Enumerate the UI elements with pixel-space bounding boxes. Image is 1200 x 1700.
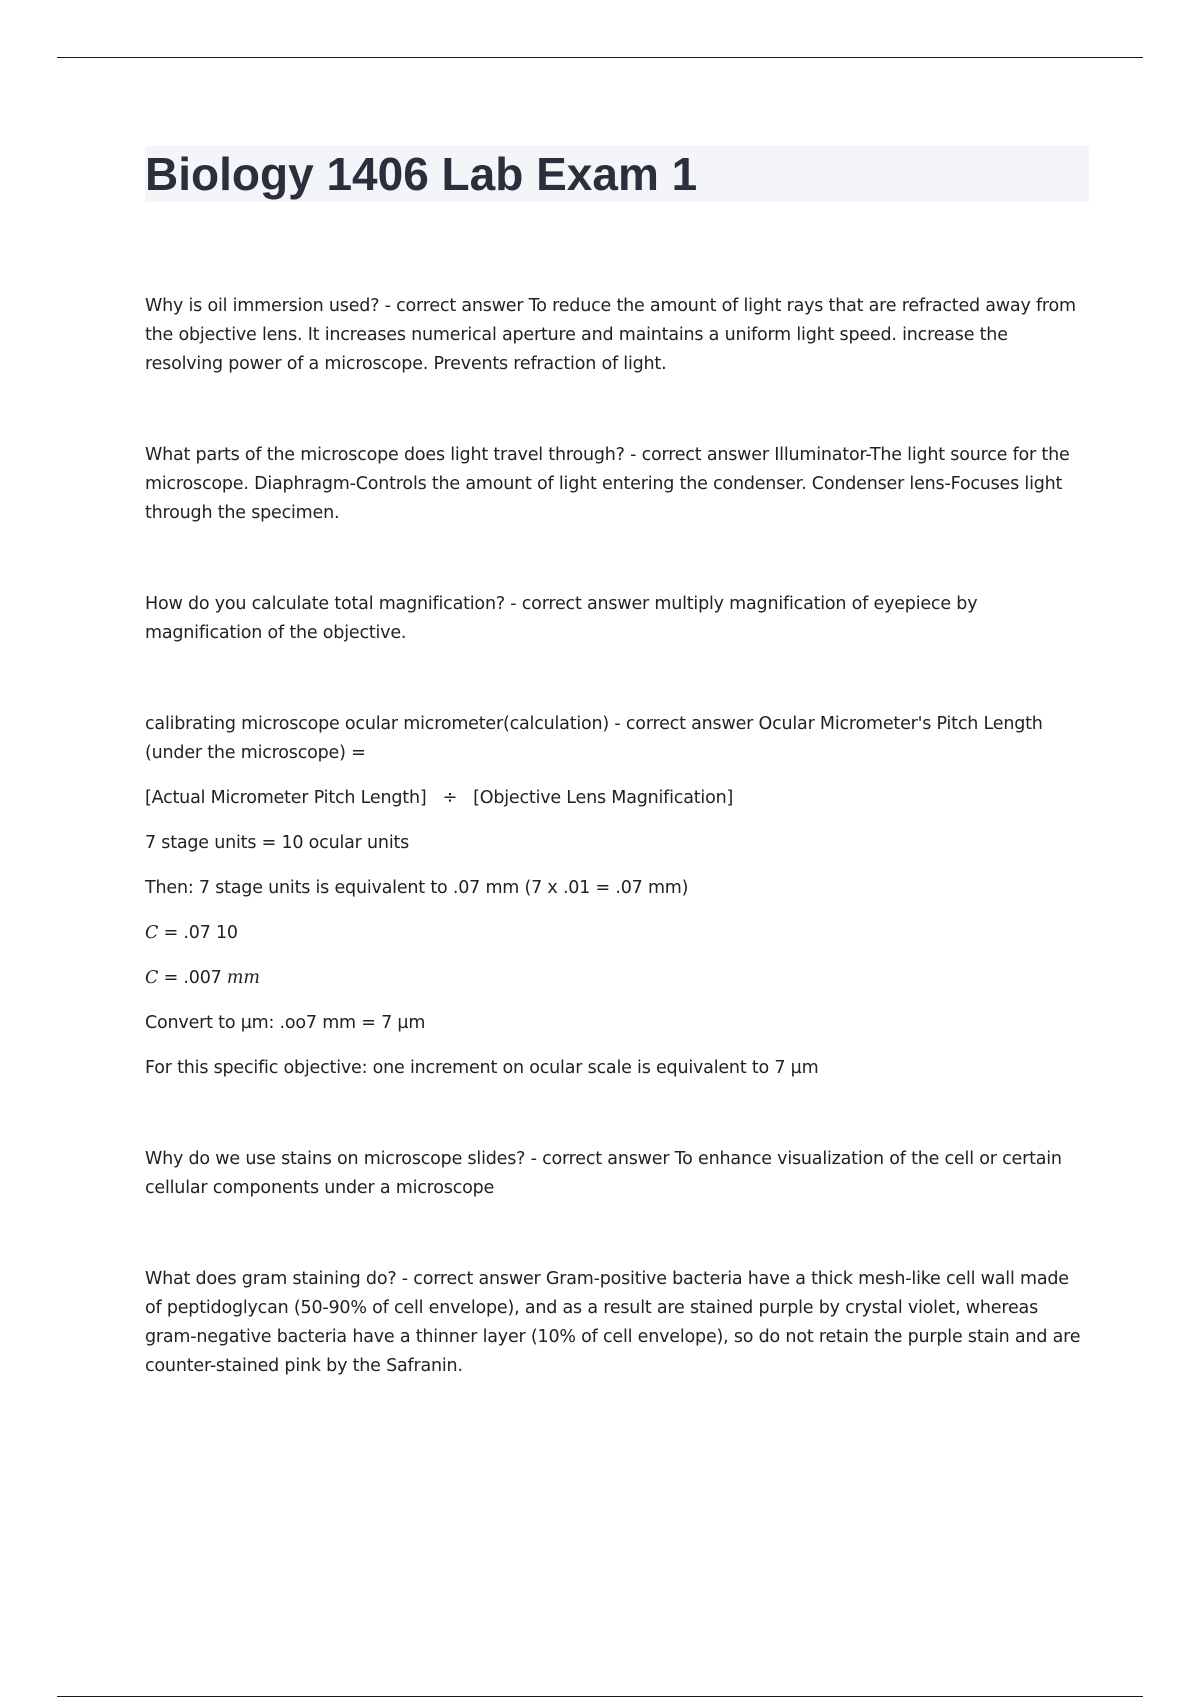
calibration-equation — [145, 964, 1090, 993]
qa-item-oil-immersion — [145, 292, 1090, 379]
calibration-line: Convert to µm: .oo7 mm = 7 µm — [145, 1013, 426, 1033]
qa-item-stains — [145, 1145, 1090, 1203]
calibration-line: Then: 7 stage units is equivalent to .07 mm (7 x .01 = .07 mm) — [145, 878, 689, 898]
calibration-line: For this specific objective: one increment on ocular scale is equivalent to 7 µm — [145, 1058, 819, 1078]
qa-text: Why is oil immersion used? - correct answer To reduce the amount of light rays that are refracted away from the objective lens. It increases numerical aperture and maintains a uniform light speed. increase the resolving power of a microscope. Prevents refraction of light. — [145, 296, 1076, 374]
calibration-line: 7 stage units = 10 ocular units — [145, 833, 410, 853]
math-variable: C — [145, 923, 159, 943]
equation-value: = .07 10 — [158, 923, 238, 943]
equation-value: = .007 — [158, 968, 227, 988]
qa-item-light-path — [145, 441, 1090, 528]
formula-right: [Objective Lens Magnification] — [473, 788, 734, 808]
formula-left: [Actual Micrometer Pitch Length] — [145, 788, 427, 808]
qa-text: Why do we use stains on microscope slides? - correct answer To enhance visualization of the cell or certain cellular components under a microscope — [145, 1149, 1062, 1198]
formula-divide-operator: ÷ — [442, 788, 458, 808]
qa-text: What does gram staining do? - correct answer Gram-positive bacteria have a thick mesh-like cell wall made of peptidoglycan (50-90% of cell envelope), and as a result are stained purple by crystal violet, whereas gram-negative bacteria have a thinner layer (10% of cell envelope), so do not retain the purple stain and are counter-stained pink by the Safranin. — [145, 1269, 1081, 1376]
qa-text: What parts of the microscope does light travel through? - correct answer Illuminator-The light source for the microscope. Diaphragm-Controls the amount of light entering the condenser. Condenser lens-Focuses light through the specimen. — [145, 445, 1070, 523]
bottom-rule — [57, 1696, 1143, 1697]
qa-item-micrometer-calibration — [145, 710, 1090, 1083]
qa-text: How do you calculate total magnification? - correct answer multiply magnification of eyepiece by magnification of the objective. — [145, 594, 978, 643]
qa-item-total-magnification — [145, 590, 1090, 648]
top-rule — [57, 57, 1143, 58]
calibration-equation — [145, 919, 1090, 948]
document-body — [145, 292, 1090, 1443]
qa-item-gram-staining — [145, 1265, 1090, 1381]
page-title: Biology 1406 Lab Exam 1 — [145, 148, 698, 200]
math-variable: C — [145, 968, 159, 988]
qa-text: calibrating microscope ocular micrometer(calculation) - correct answer Ocular Micrometer's Pitch Length (under the microscope) = — [145, 714, 1043, 763]
calibration-formula — [145, 784, 1090, 813]
math-unit: mm — [226, 968, 260, 988]
